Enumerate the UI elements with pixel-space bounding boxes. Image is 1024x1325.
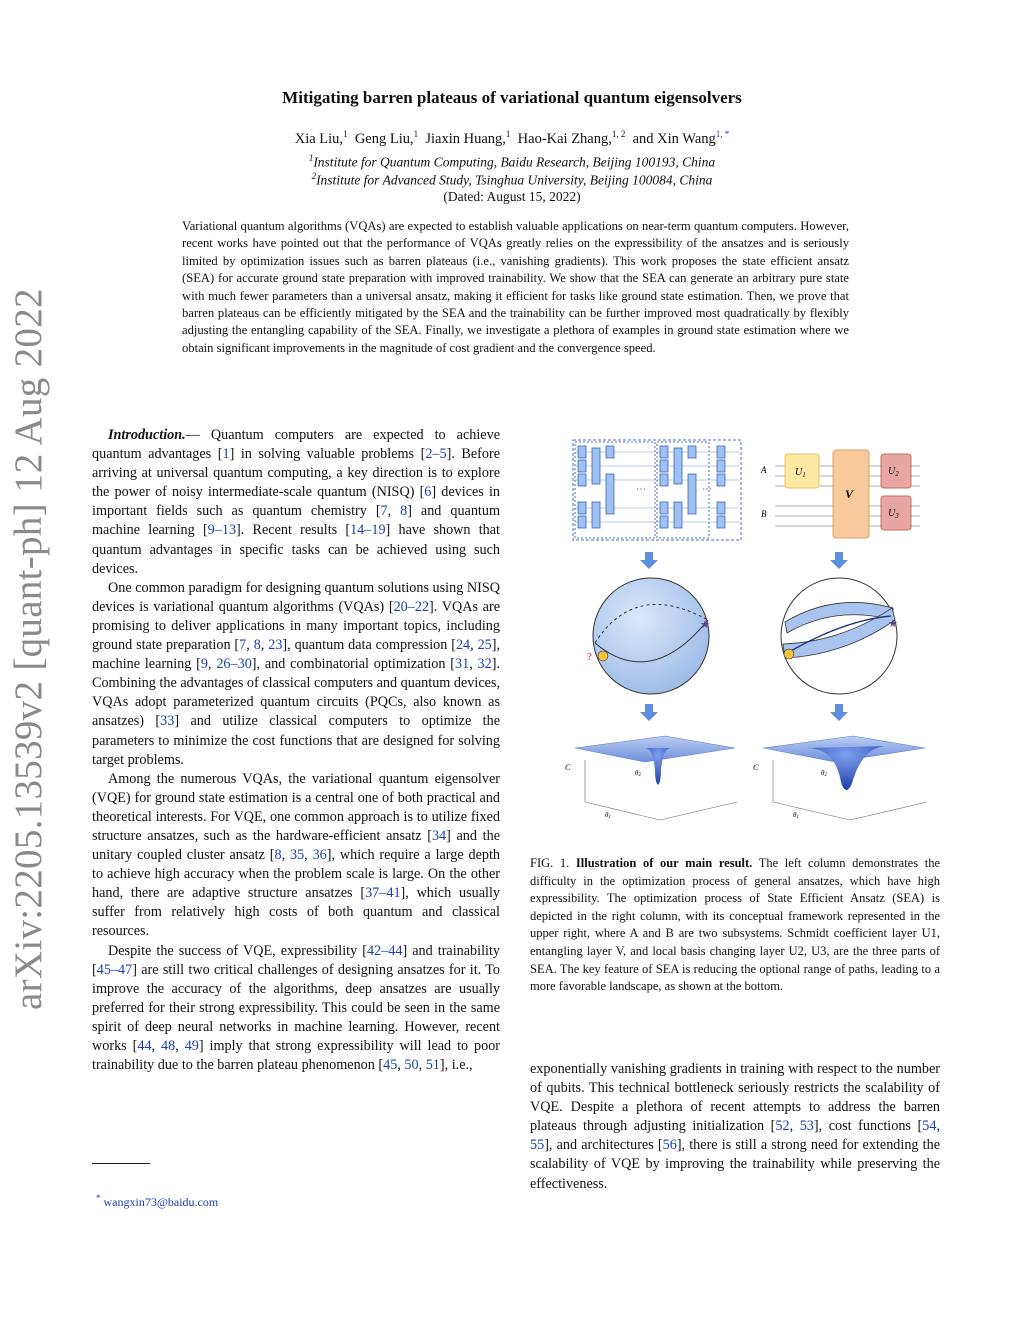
subsystem-a-label: A xyxy=(761,465,767,475)
u3-label: $U_3$ xyxy=(888,508,899,520)
face-icon xyxy=(598,651,608,661)
citation-link[interactable]: 20–22 xyxy=(393,598,430,615)
footnote-rule xyxy=(92,1163,150,1164)
right-bloch-sphere xyxy=(781,578,898,694)
author: and Xin Wang$^{1, *}$ xyxy=(632,129,730,147)
citation-link[interactable]: 8 xyxy=(400,503,408,520)
citation-link[interactable]: 35 xyxy=(289,847,305,864)
citation-link[interactable]: 45–47 xyxy=(96,961,133,978)
paragraph-challenges: Despite the success of VQE, expressibility [42–44] and trainability [45–47] are still two critical challenges of designing ansatzes for it. To improve the accuracy of the algorithms, deep ansatzes are usually preferred for their strong expressibility. This could be seen in the same spirit of deep neural networks in machine learning. However, recent works [44, 48, 49] imply that strong expressibility will lead to poor trainability due to the barren plateau phenomenon [45, 50, 51], i.e., xyxy=(92,942,501,1074)
author-list xyxy=(0,129,1024,148)
intro-heading: Introduction. xyxy=(108,427,186,443)
caption-title: Illustration of our main result. xyxy=(575,856,753,870)
citation-link[interactable]: 8 xyxy=(253,637,261,654)
theta2-axis-label: θ2 xyxy=(821,769,827,778)
citation-link[interactable]: 50 xyxy=(404,1057,419,1074)
general-ansatz-circuit xyxy=(573,440,741,540)
citation-link[interactable]: 6 xyxy=(424,484,432,501)
svg-text:⋯: ⋯ xyxy=(636,484,646,495)
citation-link[interactable]: 42–44 xyxy=(366,942,403,959)
paragraph-vqe: Among the numerous VQAs, the variational quantum eigensolver (VQE) for ground state estimation is a central one of both practical and theoretical interests. For VQE, one common approach is to utilize fixed structure ansatzes, such as the hardware-efficient ansatz [34] and the unitary coupled cluster ansatz [8, 35, 36], which require a large depth to achieve high accuracy when the problem scale is large. On the other hand, there are adaptive structure ansatzes [37–41], which usually suffer from relatively high costs of both quantum and classical resources. xyxy=(92,770,501,940)
citation-link[interactable]: 7 xyxy=(239,637,247,654)
citation-link[interactable]: 25 xyxy=(477,637,492,654)
citation-link[interactable]: 7 xyxy=(380,503,388,520)
citation-link[interactable]: 51 xyxy=(425,1057,440,1074)
citation-link[interactable]: 55 xyxy=(530,1137,545,1154)
left-column xyxy=(92,426,500,1075)
citation-link[interactable]: 48 xyxy=(161,1038,176,1054)
author: Geng Liu,$^1$ xyxy=(354,129,419,147)
u1-label: $U_1$ xyxy=(795,467,806,479)
citation-link[interactable]: 32 xyxy=(477,656,492,673)
footnote: * wangxin73@baidu.com xyxy=(96,1193,219,1209)
author: Hao-Kai Zhang,$^{1, 2}$ xyxy=(517,129,626,147)
abstract: Variational quantum algorithms (VQAs) are expected to establish valuable applications on near-term quantum computers. However, recent works have pointed out that the performance of VQAs greatly relies on the expressibility of the ansatzes and is seriously limited by optimization issues such as barren plateaus (i.e., vanishing gradients). This work proposes the state efficient ansatz (SEA) for accurate ground state preparation with improved trainability. We show that the SEA can generate an arbitrary pure state with much fewer parameters than a universal ansatz, making it efficient for tasks like ground state estimation. Then, we prove that barren plateaus can be efficiently mitigated by the SEA and the trainability can be further improved most quadratically by flexibly adjusting the entangling capability of the SEA. Finally, we investigate a plethora of examples in ground state estimation where we obtain significant improvements in the magnitude of cost gradient and the convergence speed. xyxy=(182,219,849,355)
theta2-axis-label: θ2 xyxy=(635,769,641,778)
figure-1 xyxy=(545,430,935,830)
affiliation-2: $^2$Institute for Advanced Study, Tsinghua University, Beijing 100084, China xyxy=(311,171,713,188)
dated-line: (Dated: August 15, 2022) xyxy=(443,189,581,204)
email-link[interactable]: wangxin73@baidu.com xyxy=(103,1195,219,1209)
paragraph-vqa: One common paradigm for designing quantum solutions using NISQ devices is variational quantum algorithms (VQAs) [20–22]. VQAs are promising to deliver applications in many important topics, including ground state preparation [7, 8, 23], quantum data compression [24, 25], machine learning [9, 26–30], and combinatorial optimization [31, 32]. Combining the advantages of classical computers and quantum devices, VQAs adopt parameterized quantum circuits (PQCs, also known as ansatzes) [33] and utilize classical computers to optimize the parameters to minimize the cost functions that are designed for solving target problems. xyxy=(92,579,501,768)
subsystem-b-label: B xyxy=(761,509,767,519)
intro-paragraph: Introduction.— Quantum computers are expected to achieve quantum advantages [1] in solving valuable problems [2–5]. Before arriving at universal quantum computing, a key direction is to explore the power of noisy intermediate-scale quantum (NISQ) [6] devices in important fields such as quantum chemistry [7, 8] and quantum machine learning [9–13]. Recent results [14–19] have shown that quantum advantages in specific tasks can be achieved using such devices. xyxy=(92,427,501,577)
svg-text:⋯: ⋯ xyxy=(702,484,712,495)
citation-link[interactable]: 8 xyxy=(274,847,282,864)
caption-text: The left column demonstrates the difficulty in the optimization process of general ansatzes, which have high expressibility. The optimization process of State Efficient Ansatz (SEA) is depicted in the right column, with its conceptual framework represented in the upper right, where A and B are two subsystems. Schmidt coefficient layer U1, entangling layer V, and local basis changing layer U2, U3, are the three parts of SEA. The key feature of SEA is reducing the optional range of paths, leading to a more favorable landscape, as shown at the bottom. xyxy=(530,856,940,994)
v-label: V xyxy=(845,487,854,501)
paper-title: Mitigating barren plateaus of variational quantum eigensolvers xyxy=(282,88,742,107)
author: Xia Liu,$^1$ xyxy=(294,129,348,147)
caption-label: FIG. 1. xyxy=(530,856,570,870)
citation-link[interactable]: 9–13 xyxy=(207,522,237,539)
theta1-axis-label: θ1 xyxy=(793,811,799,820)
left-bloch-sphere xyxy=(587,578,710,694)
theta1-axis-label: θ1 xyxy=(605,811,611,820)
citation-link[interactable]: 56 xyxy=(662,1137,677,1154)
citation-link[interactable]: 49 xyxy=(184,1038,199,1054)
figure-caption xyxy=(530,855,940,996)
citation-link[interactable]: 37–41 xyxy=(365,885,401,902)
citation-link[interactable]: 34 xyxy=(431,827,447,844)
citation-link[interactable]: 2–5 xyxy=(425,446,447,463)
u2-label: $U_2$ xyxy=(888,466,899,478)
star-icon: ★ xyxy=(888,618,898,630)
paragraph-continued: exponentially vanishing gradients in training with respect to the number of qubits. This technical bottleneck seriously restricts the scalability of VQE. Despite a plethora of recent attempts to address the barren plateaus through adjusting initialization [52, 53], cost functions [54, 55], and architectures [56], there is still a strong need for extending the scalability of VQE by improving the trainability while preserving the effectiveness. xyxy=(530,1061,941,1192)
citation-link[interactable]: 54 xyxy=(922,1118,937,1135)
citation-link[interactable]: 1 xyxy=(222,446,230,463)
star-icon: ★ xyxy=(700,619,710,631)
citation-link[interactable]: 23 xyxy=(268,637,283,654)
right-column xyxy=(530,1060,940,1194)
face-icon xyxy=(784,649,794,659)
citation-link[interactable]: 9 xyxy=(200,656,208,673)
cost-axis-label: C xyxy=(565,763,571,772)
cost-axis-label: C xyxy=(753,763,759,772)
citation-link[interactable]: 53 xyxy=(799,1118,814,1135)
citation-link[interactable]: 45 xyxy=(383,1057,398,1074)
citation-link[interactable]: 52 xyxy=(775,1118,790,1135)
citation-link[interactable]: 44 xyxy=(137,1038,152,1054)
citation-link[interactable]: 26–30 xyxy=(216,656,252,673)
citation-link[interactable]: 24 xyxy=(455,637,471,654)
right-cost-landscape xyxy=(753,736,927,820)
citation-link[interactable]: 36 xyxy=(312,847,327,864)
author: Jiaxin Huang,$^1$ xyxy=(425,129,511,147)
left-cost-landscape xyxy=(565,736,737,820)
question-mark: ? xyxy=(587,651,592,663)
citation-link[interactable]: 14–19 xyxy=(350,522,386,539)
citation-link[interactable]: 31 xyxy=(455,656,470,673)
affiliation-1: $^1$Institute for Quantum Computing, Baidu Research, Beijing 100193, China xyxy=(308,153,716,170)
arxiv-sidebar-id: arXiv:2205.13539v2 [quant-ph] 12 Aug 2022 xyxy=(7,288,50,1010)
sea-circuit xyxy=(760,450,920,538)
citation-link[interactable]: 33 xyxy=(160,713,175,730)
